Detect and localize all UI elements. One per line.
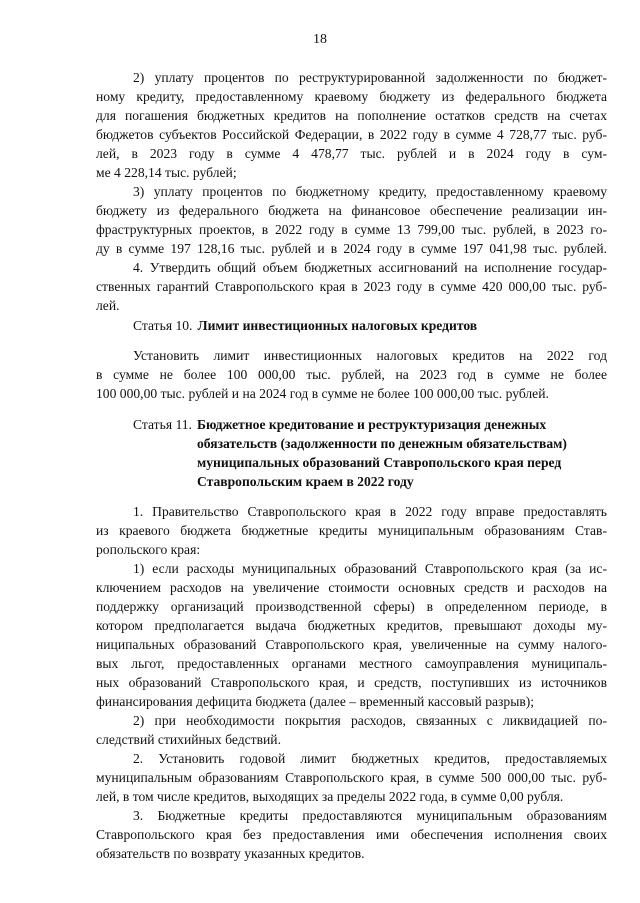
paragraph-interest-infrastructure-credit <box>96 182 607 258</box>
text-line: 3. Бюджетные кредиты предоставляются муниципальным образованиям <box>133 808 607 823</box>
page-number: 18 <box>313 32 327 47</box>
paragraph-annual-credit-limit <box>96 749 607 806</box>
text-line: лей. <box>96 298 120 313</box>
article-title <box>197 415 567 491</box>
text-line: лей, в 2023 году в сумме 4 478,77 тыс. рублей и в 2024 году в сум- <box>96 146 607 161</box>
text-line: 3) уплату процентов по бюджетному кредиту, предоставленному краевому <box>133 184 607 199</box>
text-line: ниципальных образований Ставропольского края, увеличенные на сумму налого- <box>96 637 607 652</box>
text-line: 1. Правительство Ставропольского края в 2022 году вправе предоставлять <box>133 504 607 519</box>
article-title-line: Ставропольским краем в 2022 году <box>196 474 414 489</box>
text-line: ропольского края: <box>96 542 201 557</box>
text-line: ственных гарантий Ставропольского края в 2023 году в сумме 420 000,00 тыс. руб- <box>96 279 607 294</box>
article-10-heading <box>133 316 477 335</box>
text-line: ному кредиту, предоставленному краевому бюджету из федерального бюджета <box>96 89 607 104</box>
text-line: бюджетов субъектов Российской Федерации, в 2022 году в сумме 4 728,77 тыс. руб- <box>96 127 607 142</box>
text-line: муниципальным образованиям Ставропольского края, в сумме 500 000,00 тыс. руб- <box>96 770 607 785</box>
text-line: ду в сумме 197 128,16 тыс. рублей и в 2024 году в сумме 197 041,98 тыс. рублей. <box>96 241 607 256</box>
text-line: котором предполагается выдача бюджетных кредитов, превышают доходы му- <box>96 618 607 633</box>
text-line: бюджету из федерального бюджета на финансовое обеспечение реализации ин- <box>96 203 607 218</box>
text-line: из краевого бюджета бюджетные кредиты муниципальным образованиям Став- <box>96 523 607 538</box>
paragraph-state-guarantees <box>96 258 607 315</box>
text-line: 2) при необходимости покрытия расходов, связанных с ликвидацией по- <box>133 713 607 728</box>
article-title-line: муниципальных образований Ставропольского края перед <box>196 455 562 470</box>
text-line: фраструктурных проектов, в 2022 году в сумме 13 799,00 тыс. рублей, в 2023 го- <box>96 222 607 237</box>
text-line: ных образований Ставропольского края, и средств, поступивших из источников <box>96 675 607 690</box>
paragraph-natural-disasters <box>96 711 607 749</box>
text-line: обязательств по возврату указанных кредитов. <box>96 846 365 861</box>
text-line: для погашения бюджетных кредитов на пополнение остатков средств на счетах <box>96 108 607 123</box>
article-11-heading <box>133 415 567 491</box>
text-line: 2) уплату процентов по реструктурированной задолженности по бюджет- <box>133 70 607 85</box>
text-line: в сумме не более 100 000,00 тыс. рублей, на 2023 год в сумме не более <box>96 367 607 382</box>
text-line: 100 000,00 тыс. рублей и на 2024 год в сумме не более 100 000,00 тыс. рублей. <box>96 386 549 401</box>
text-line: ключением расходов на увеличение стоимости основных средств и расходов на <box>96 580 607 595</box>
text-line: Установить лимит инвестиционных налоговых кредитов на 2022 год <box>133 348 607 363</box>
article-number: Статья 10. <box>133 318 193 333</box>
text-line: поддержку организаций производственной сферы) в определенном периоде, в <box>96 599 607 614</box>
article-title-line: Бюджетное кредитование и реструктуризация денежных <box>196 417 547 432</box>
text-line: 4. Утвердить общий объем бюджетных ассигнований на исполнение государ- <box>133 260 607 275</box>
text-line: следствий стихийных бедствий. <box>96 732 281 747</box>
text-line: Ставропольского края без предоставления ими обеспечения исполнения своих <box>96 827 607 842</box>
article-title-line: Лимит инвестиционных налоговых кредитов <box>197 318 478 333</box>
text-line: 2. Установить годовой лимит бюджетных кредитов, предоставляемых <box>133 751 607 766</box>
paragraph-cash-gap <box>96 559 607 711</box>
text-line: ме 4 228,14 тыс. рублей; <box>96 165 237 180</box>
paragraph-investment-tax-credit-limit <box>96 346 607 403</box>
text-line: лей, в том числе кредитов, выходящих за пределы 2022 года, в сумме 0,00 рубля. <box>96 789 564 804</box>
article-number: Статья 11. <box>133 417 192 432</box>
paragraph-government-credits <box>96 502 607 559</box>
text-line: финансирования дефицита бюджета (далее – временный кассовый разрыв); <box>96 694 535 709</box>
article-title <box>197 316 477 335</box>
paragraph-credits-without-security <box>96 806 607 863</box>
text-line: 1) если расходы муниципальных образований Ставропольского края (за ис- <box>133 561 607 576</box>
paragraph-interest-restructured-debt <box>96 68 607 182</box>
text-line: вых льгот, предоставленных органами местного самоуправления муниципаль- <box>96 656 607 671</box>
article-title-line: обязательств (задолженности по денежным обязательствам) <box>196 436 567 451</box>
